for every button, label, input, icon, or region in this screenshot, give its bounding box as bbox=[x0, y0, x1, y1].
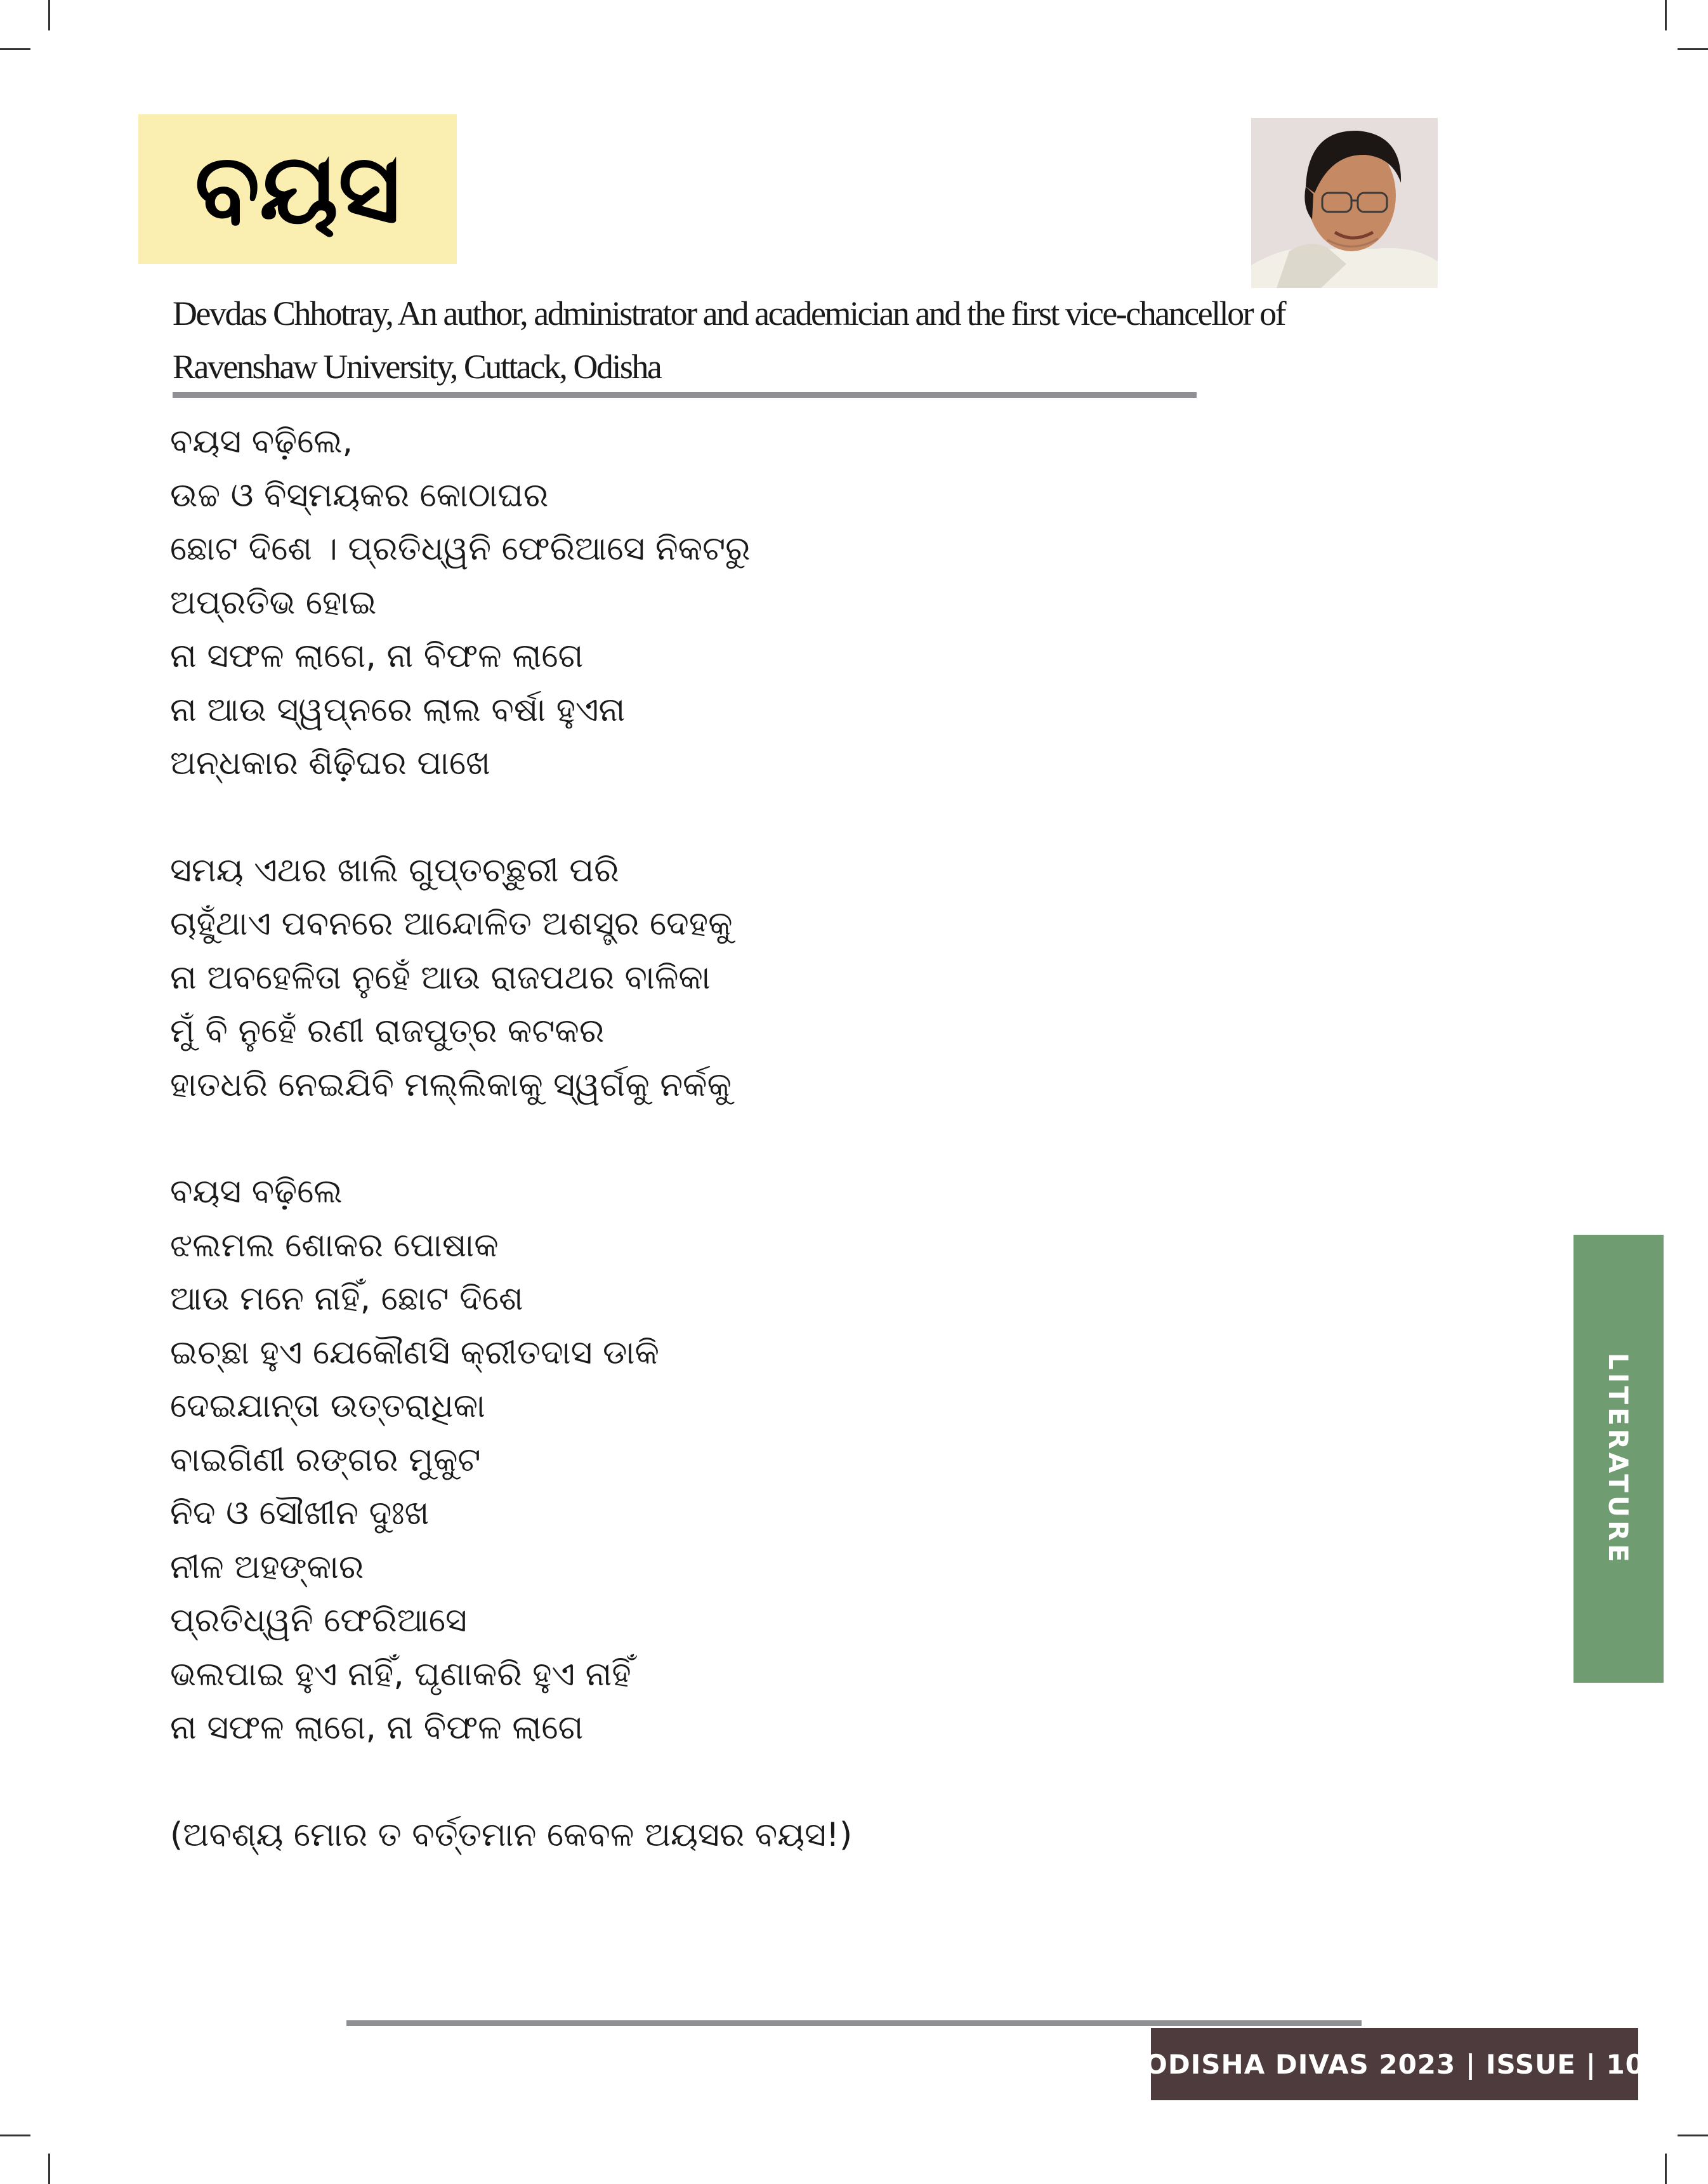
crop-mark bbox=[1665, 2154, 1667, 2184]
poem-line: ଝଲମଲ ଶୋକର ପୋଷାକ bbox=[170, 1226, 499, 1265]
crop-mark bbox=[1678, 2135, 1708, 2136]
portrait-icon bbox=[1251, 118, 1438, 288]
poem-line: ଛୋଟ ଦିଶେ । ପ୍ରତିଧ୍ୱନି ଫେରିଆସେ ନିକଟରୁ bbox=[170, 530, 751, 568]
poem-line: ହାତଧରି ନେଇଯିବି ମଲ୍ଲିକାକୁ ସ୍ୱର୍ଗକୁ ନର୍କକୁ bbox=[170, 1065, 732, 1104]
stanza bbox=[170, 844, 1376, 1112]
poem bbox=[170, 415, 1376, 1915]
crop-mark bbox=[0, 48, 30, 50]
poem-line: ପ୍ରତିଧ୍ୱନି ଫେରିଆସେ bbox=[170, 1602, 467, 1640]
stanza bbox=[170, 1165, 1376, 1755]
poem-line: ମୁଁ ବି ନୁହେଁ ରଣୀ ରାଜପୁତ୍ର କଟକର bbox=[170, 1012, 605, 1050]
footer-box bbox=[1145, 2028, 1645, 2100]
section-tab bbox=[1573, 1235, 1664, 1683]
poem-line: ନା ଆଉ ସ୍ୱପ୍ନରେ ଲାଲ ବର୍ଷା ହୁଏନା bbox=[170, 690, 626, 729]
poem-line: (ଅବଶ୍ୟ ମୋର ତ ବର୍ତ୍ତମାନ କେବଳ ଅୟସର ବୟସ!) bbox=[170, 1815, 853, 1854]
author-description-line: Devdas Chhotray, An author, administrator and academician and the first vice-chancellor of bbox=[173, 294, 1285, 332]
stanza bbox=[170, 415, 1376, 791]
crop-mark bbox=[48, 2154, 50, 2184]
footer-issue-label: ODISHA DIVAS 2023 | ISSUE | 10 bbox=[1145, 2048, 1645, 2080]
crop-mark bbox=[0, 2135, 30, 2136]
poem-line: ବୟସ ବଢ଼ିଲେ bbox=[170, 1173, 343, 1211]
poem-line: ନା ସଫଳ ଲାଗେ, ନା ବିଫଳ ଲାଗେ bbox=[170, 1709, 584, 1747]
poem-line: ଚାହୁଁଥାଏ ପବନରେ ଆନ୍ଦୋଳିତ ଅଶସ୍ତ୍ର ଦେହକୁ bbox=[170, 905, 733, 943]
poem-line: ଉଚ୍ଚ ଓ ବିସ୍ମୟକର କୋଠାଘର bbox=[170, 476, 549, 515]
poem-line: ନା ସଫଳ ଲାଗେ, ନା ବିଫଳ ଲାଗେ bbox=[170, 637, 584, 675]
poem-line: ନା ଅବହେଳିତା ନୁହେଁ ଆଉ ରାଜପଥର ବାଳିକା bbox=[170, 958, 711, 997]
poem-line: ବୟସ ବଢ଼ିଲେ, bbox=[170, 423, 353, 461]
title-box bbox=[138, 114, 457, 264]
poem-line: ନୀଳ ଅହଙ୍କାର bbox=[170, 1548, 364, 1586]
poem-line: ବାଇଗିଣୀ ରଙ୍ଗର ମୁକୁଟ bbox=[170, 1440, 481, 1479]
poem-line: ଦେଇଯାନ୍ତା ଉତ୍ତରାଧିକା bbox=[170, 1387, 485, 1425]
author-photo bbox=[1251, 118, 1438, 288]
footer-divider bbox=[346, 2020, 1362, 2026]
crop-mark bbox=[1665, 0, 1667, 30]
poem-line: ଅନ୍ଧକାର ଶିଢ଼ିଘର ପାଖେ bbox=[170, 744, 490, 782]
stanza bbox=[170, 1808, 1376, 1862]
poem-line: ଭଲପାଇ ହୁଏ ନାହିଁ, ଘୃଣାକରି ହୁଏ ନାହିଁ bbox=[170, 1655, 631, 1694]
poem-line: ଇଚ୍ଛା ହୁଏ ଯେକୌଣସି କ୍ରୀତଦାସ ଡାକି bbox=[170, 1333, 659, 1372]
crop-mark bbox=[48, 0, 50, 30]
crop-mark bbox=[1678, 48, 1708, 50]
author-description-line: Ravenshaw University, Cuttack, Odisha bbox=[173, 348, 661, 386]
poem-line: ନିଦ ଓ ସୌଖୀନ ଦୁଃଖ bbox=[170, 1494, 430, 1532]
divider bbox=[173, 392, 1197, 398]
poem-line: ସମୟ ଏଥର ଖାଲି ଗୁପ୍ତଚ୍ଛୁରୀ ପରି bbox=[170, 851, 619, 890]
poem-line: ଅପ୍ରତିଭ ହୋଇ bbox=[170, 583, 377, 622]
poem-line: ଆଉ ମନେ ନାହିଁ, ଛୋଟ ଦିଶେ bbox=[170, 1280, 523, 1318]
author-description bbox=[173, 287, 1403, 393]
page-title: ବୟସ bbox=[195, 134, 400, 244]
section-tab-label: LITERATURE bbox=[1603, 1352, 1634, 1565]
